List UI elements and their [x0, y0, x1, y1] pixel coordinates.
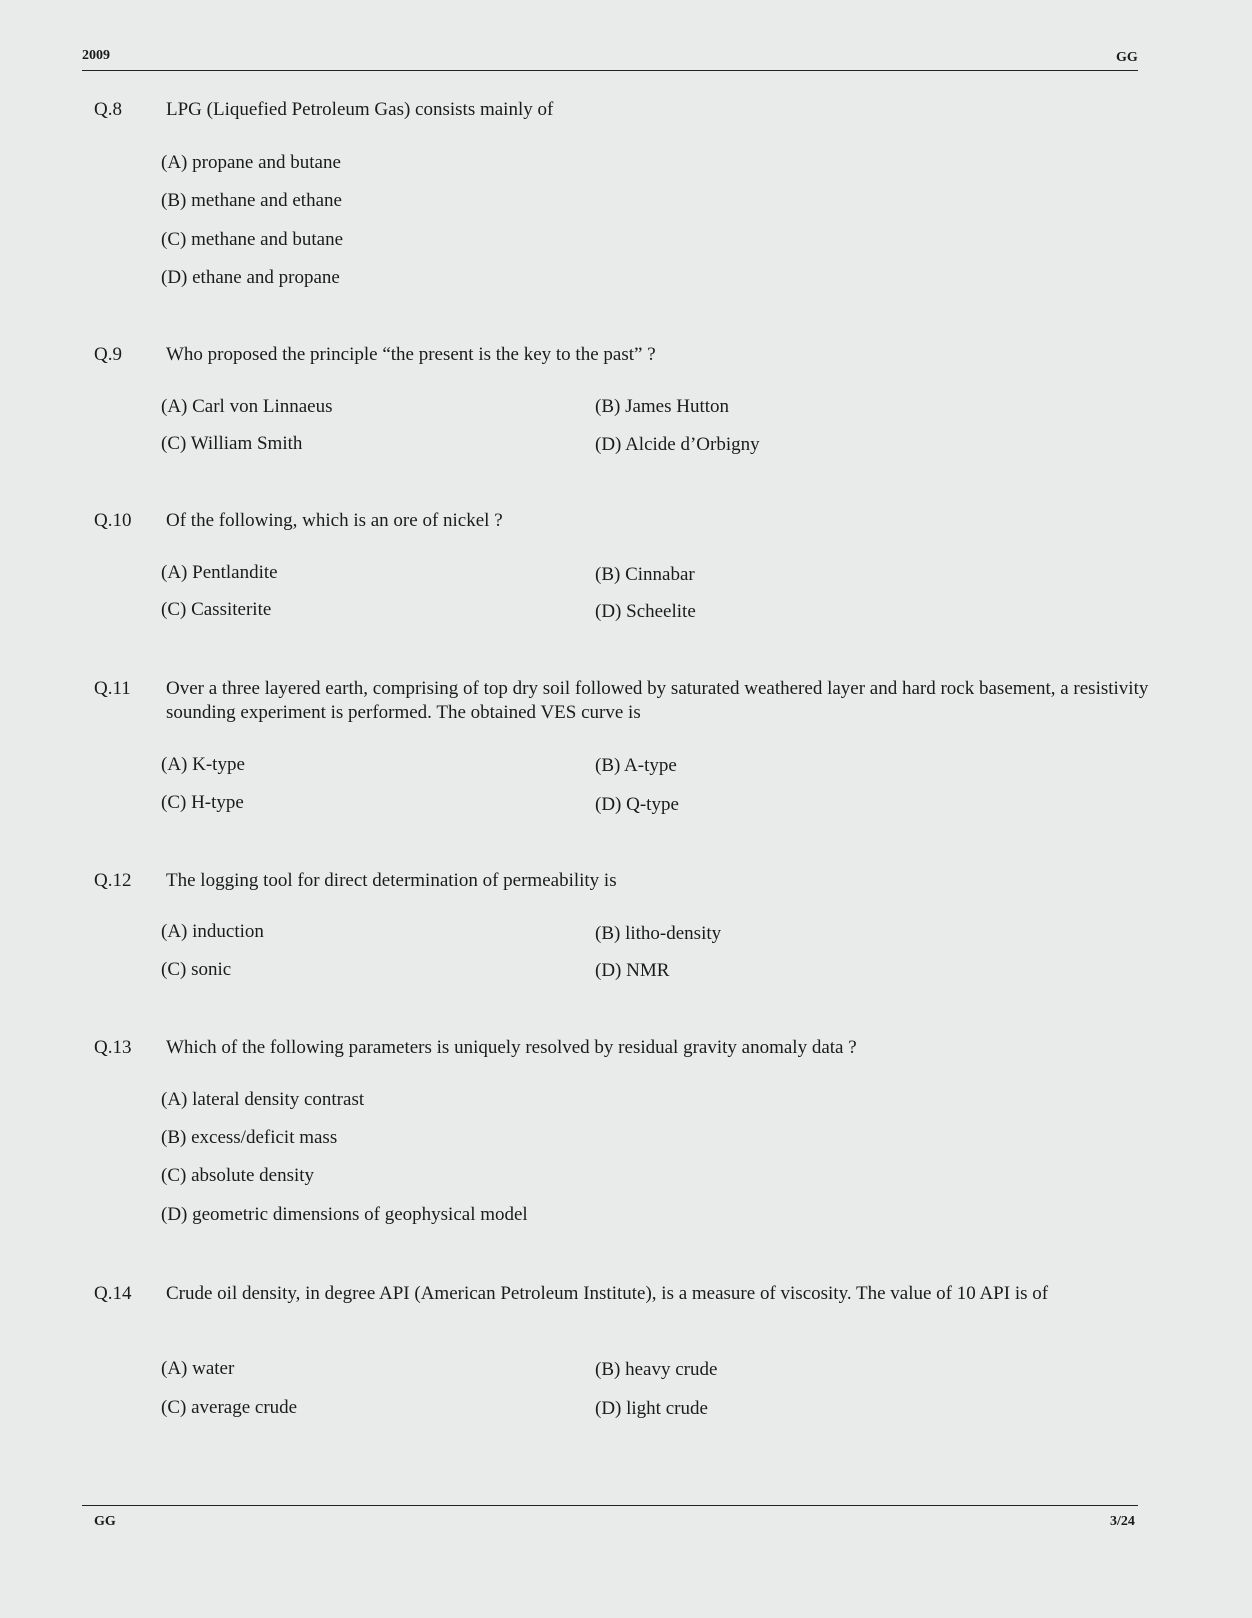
question-text: The logging tool for direct determination of permeability is [166, 870, 617, 891]
option-c: (C) average crude [161, 1397, 298, 1418]
question-text: Who proposed the principle “the present is the key to the past” ? [166, 344, 656, 365]
option-c: (C) William Smith [161, 433, 303, 454]
option-d: (D) Q-type [595, 794, 679, 815]
option-c: (C) sonic [161, 959, 232, 980]
option-d: (D) Scheelite [595, 601, 696, 622]
option-c: (C) H-type [161, 792, 244, 813]
question-number: Q.12 [94, 870, 132, 891]
option-a: (A) K-type [161, 754, 245, 775]
question-number: Q.10 [94, 510, 132, 531]
option-c: (C) methane and butane [161, 229, 344, 250]
option-b: (B) heavy crude [595, 1359, 718, 1380]
header-code: GG [1116, 50, 1138, 65]
option-d: (D) ethane and propane [161, 267, 340, 288]
page-number: 3/24 [1110, 1514, 1135, 1529]
option-a: (A) Pentlandite [161, 562, 278, 583]
option-a: (A) water [161, 1358, 235, 1379]
header-divider [82, 70, 1138, 71]
question-number: Q.13 [94, 1037, 132, 1058]
header-year: 2009 [82, 48, 110, 63]
option-b: (B) litho-density [595, 923, 722, 944]
question-number: Q.8 [94, 99, 122, 120]
question-text: LPG (Liquefied Petroleum Gas) consists mainly of [166, 99, 554, 120]
question-number: Q.9 [94, 344, 122, 365]
footer-code: GG [94, 1514, 116, 1529]
option-c: (C) Cassiterite [161, 599, 272, 620]
option-a: (A) propane and butane [161, 152, 341, 173]
option-d: (D) geometric dimensions of geophysical model [161, 1204, 528, 1225]
option-a: (A) Carl von Linnaeus [161, 396, 333, 417]
option-a: (A) lateral density contrast [161, 1089, 365, 1110]
question-text: Which of the following parameters is uniquely resolved by residual gravity anomaly data ? [166, 1037, 857, 1058]
option-b: (B) excess/deficit mass [161, 1127, 338, 1148]
question-text: Over a three layered earth, comprising of top dry soil followed by saturated weathered layer and hard rock basement, a resistivity sounding experiment is performed. The obtained VES curve is [166, 678, 1149, 723]
option-b: (B) Cinnabar [595, 564, 695, 585]
option-b: (B) A-type [595, 755, 677, 776]
option-b: (B) James Hutton [595, 396, 730, 417]
question-text: Of the following, which is an ore of nickel ? [166, 510, 503, 531]
option-d: (D) light crude [595, 1398, 708, 1419]
question-text: Crude oil density, in degree API (American Petroleum Institute), is a measure of viscosity. The value of 10 API is of [166, 1283, 1049, 1304]
option-d: (D) NMR [595, 960, 670, 981]
question-number: Q.14 [94, 1283, 132, 1304]
question-number: Q.11 [94, 678, 131, 699]
option-c: (C) absolute density [161, 1165, 315, 1186]
option-d: (D) Alcide d’Orbigny [595, 434, 760, 455]
option-a: (A) induction [161, 921, 264, 942]
option-b: (B) methane and ethane [161, 190, 342, 211]
footer-divider [82, 1505, 1138, 1506]
